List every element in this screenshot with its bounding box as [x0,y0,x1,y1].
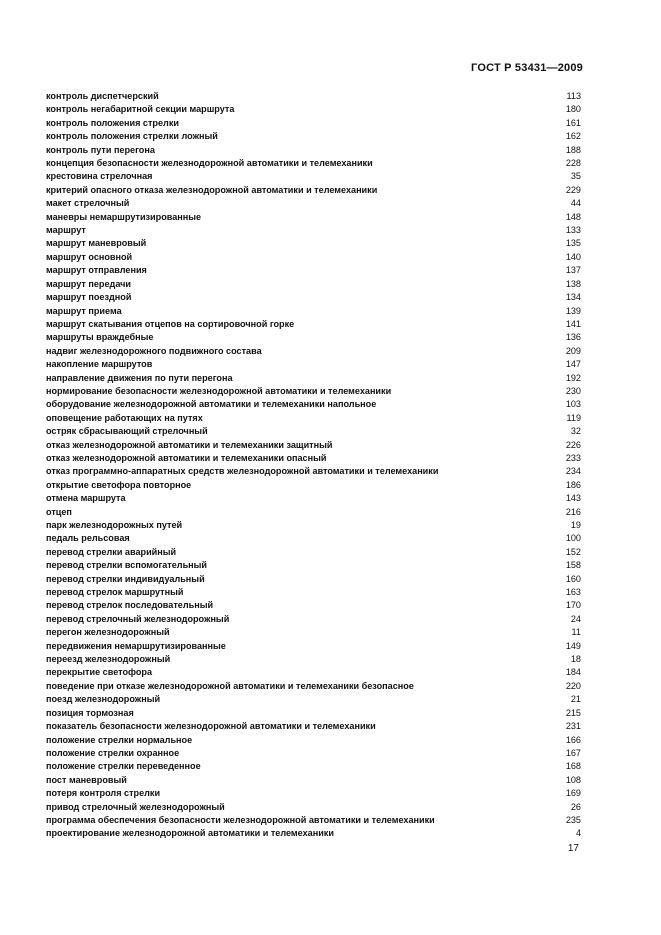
index-term: маршрут поездной [46,292,132,303]
index-entry [46,345,581,358]
index-page-ref: 167 [565,747,581,758]
index-page-ref: 11 [571,627,581,638]
index-entry [46,720,581,733]
index-page-ref: 141 [565,318,581,329]
index-page-ref: 226 [565,439,581,450]
index-entry [46,358,581,371]
index-term: педаль рельсовая [46,533,130,544]
index-entry [46,693,581,706]
index-entry [46,144,581,157]
index-page-ref: 229 [565,184,581,195]
index-term: парк железнодорожных путей [46,520,183,530]
index-page-ref: 24 [570,613,581,624]
index-entry [46,586,581,599]
index-page-ref: 230 [565,385,581,396]
index-term: отцеп [46,506,72,517]
index-term: маршрут отправления [46,265,147,276]
index-entry [46,747,581,760]
index-entry [46,734,581,747]
index-entry [46,653,581,666]
index-page-ref: 235 [565,814,581,825]
index-entry [46,291,581,304]
index-term: перевод стрелок маршрутный [46,587,184,598]
index-entry [46,224,581,237]
index-entry [46,801,581,814]
index-term: перевод стрелки индивидуальный [46,573,205,584]
index-term: критерий опасного отказа железнодорожной автоматики и телемеханики [46,184,378,195]
index-term: перевод стрелки аварийный [46,546,177,557]
index-page-ref: 134 [565,292,581,303]
index-entry [46,465,581,478]
index-entry [46,707,581,720]
index-entry [46,117,581,130]
index-page-ref: 216 [565,506,581,517]
index-entry [46,331,581,344]
index-term: крестовина стрелочная [46,171,153,182]
index-entry [46,439,581,452]
index-entry [46,546,581,559]
index-page-ref: 192 [565,372,581,383]
index-page-ref: 103 [565,399,581,410]
index-page-ref: 133 [565,225,581,236]
index-page-ref: 147 [565,359,581,370]
index-entry [46,640,581,653]
index-page-ref: 4 [575,828,581,839]
index-entry [46,452,581,465]
index-page-ref: 135 [565,238,581,249]
index-term: маршрут приема [46,305,122,316]
index-page-ref: 168 [565,761,581,772]
document-header: ГОСТ Р 53431—2009 [471,62,583,74]
index-page-ref: 143 [565,493,581,504]
index-term: макет стрелочный [46,198,130,209]
index-term: перевод стрелочный железнодорожный [46,613,230,624]
index-term: отмена маршрута [46,493,126,504]
index-entry [46,398,581,411]
index-entry [46,559,581,572]
index-entry [46,814,581,827]
index-term: нормирование безопасности железнодорожной автоматики и телемеханики [46,385,392,396]
index-page-ref: 113 [566,91,581,101]
index-term: показатель безопасности железнодорожной автоматики и телемеханики [46,721,376,732]
index-page-ref: 169 [565,788,581,799]
index-entry [46,506,581,519]
index-page-ref: 234 [565,466,581,477]
index-page-ref: 140 [565,251,581,262]
index-page-ref: 186 [565,479,581,490]
index-entry [46,103,581,116]
index-entry [46,90,581,103]
index-entry [46,157,581,170]
index-term: положение стрелки нормальное [46,734,193,745]
index-term: поведение при отказе железнодорожной автоматики и телемеханики безопасное [46,680,414,691]
index-page-ref: 158 [565,560,581,571]
index-term: контроль негабаритной секции маршрута [46,104,235,115]
index-entry [46,680,581,693]
index-entry [46,573,581,586]
index-page-ref: 119 [566,412,581,423]
index-entry [46,372,581,385]
index-entry [46,251,581,264]
index-page-ref: 21 [570,694,581,705]
index-page-ref: 184 [565,667,581,678]
index-page-ref: 139 [565,305,581,316]
index-page-ref: 160 [565,573,581,584]
index-term: надвиг железнодорожного подвижного состава [46,345,262,356]
index-page-ref: 100 [565,533,581,544]
index-page-ref: 32 [570,426,581,437]
index-term: привод стрелочный железнодорожный [46,801,225,812]
index-term: программа обеспечения безопасности железнодорожной автоматики и телемеханики [46,814,435,825]
index-term: положение стрелки охранное [46,747,180,758]
index-term: отказ железнодорожной автоматики и телемеханики опасный [46,452,327,463]
index-page-ref: 136 [565,332,581,343]
index-page-ref: 220 [565,680,581,691]
index-entry [46,519,581,532]
index-entry [46,412,581,425]
index-term: потеря контроля стрелки [46,788,161,799]
index-page-ref: 138 [565,278,581,289]
index-term: маневры немаршрутизированные [46,211,202,222]
alphabetical-index [46,90,581,841]
index-term: перевод стрелок последовательный [46,600,214,611]
index-page-ref: 19 [570,520,581,530]
index-page-ref: 137 [565,265,581,276]
index-page-ref: 35 [570,171,581,182]
index-page-ref: 233 [565,452,581,463]
index-page-ref: 228 [565,158,581,169]
index-page-ref: 215 [565,707,581,718]
index-page-ref: 44 [570,198,581,209]
index-entry [46,774,581,787]
index-page-ref: 163 [565,587,581,598]
index-entry [46,305,581,318]
index-entry [46,318,581,331]
index-page-ref: 170 [565,600,581,611]
index-page-ref: 26 [570,801,581,812]
index-entry [46,787,581,800]
index-term: проектирование железнодорожной автоматики и телемеханики [46,828,334,839]
index-entry [46,760,581,773]
index-term: контроль положения стрелки [46,117,179,128]
index-term: маршрут основной [46,251,133,262]
index-term: остряк сбрасывающий стрелочный [46,426,208,437]
index-entry [46,492,581,505]
index-page-ref: 18 [570,654,581,665]
index-entry [46,130,581,143]
index-term: контроль пути перегона [46,144,155,155]
index-entry [46,599,581,612]
index-term: пост маневровый [46,774,127,785]
index-term: маршрут [46,225,86,236]
index-entry [46,237,581,250]
index-page-ref: 166 [565,734,581,745]
index-term: открытие светофора повторное [46,479,192,490]
index-term: положение стрелки переведенное [46,761,201,772]
index-term: поезд железнодорожный [46,694,161,705]
index-entry [46,264,581,277]
index-page-ref: 162 [565,131,581,142]
index-term: маршрут маневровый [46,238,147,249]
index-page-ref: 108 [565,774,581,785]
index-entry [46,197,581,210]
index-term: маршруты враждебные [46,332,154,343]
index-term: перегон железнодорожный [46,627,170,638]
index-term: позиция тормозная [46,707,134,718]
index-term: маршрут передачи [46,278,132,289]
index-term: контроль диспетчерский [46,91,159,101]
index-page-ref: 209 [565,345,581,356]
index-entry [46,532,581,545]
page-number: 17 [567,843,579,854]
index-page-ref: 152 [565,546,581,557]
index-term: перекрытие светофора [46,667,153,678]
index-entry [46,479,581,492]
index-entry [46,385,581,398]
index-term: переезд железнодорожный [46,654,171,665]
index-page-ref: 148 [565,211,581,222]
index-term: оповещение работающих на путях [46,412,203,423]
index-entry [46,666,581,679]
index-page-ref: 161 [565,117,581,128]
index-term: накопление маршрутов [46,359,153,370]
index-term: концепция безопасности железнодорожной автоматики и телемеханики [46,158,373,169]
index-term: маршрут скатывания отцепов на сортировочной горке [46,318,295,329]
index-page-ref: 149 [565,640,581,651]
index-entry [46,613,581,626]
index-entry [46,278,581,291]
index-term: передвижения немаршрутизированные [46,640,226,651]
index-page-ref: 188 [565,144,581,155]
index-term: отказ программно-аппаратных средств железнодорожной автоматики и телемеханики [46,466,439,477]
index-entry [46,184,581,197]
index-term: направление движения по пути перегона [46,372,233,383]
index-page-ref: 180 [565,104,581,115]
index-entry [46,425,581,438]
index-entry [46,827,581,840]
index-term: перевод стрелки вспомогательный [46,560,208,571]
index-entry [46,211,581,224]
index-entry [46,626,581,639]
index-term: отказ железнодорожной автоматики и телемеханики защитный [46,439,333,450]
index-entry [46,170,581,183]
index-page-ref: 231 [565,721,581,732]
index-term: оборудование железнодорожной автоматики и телемеханики напольное [46,399,377,410]
index-term: контроль положения стрелки ложный [46,131,218,142]
